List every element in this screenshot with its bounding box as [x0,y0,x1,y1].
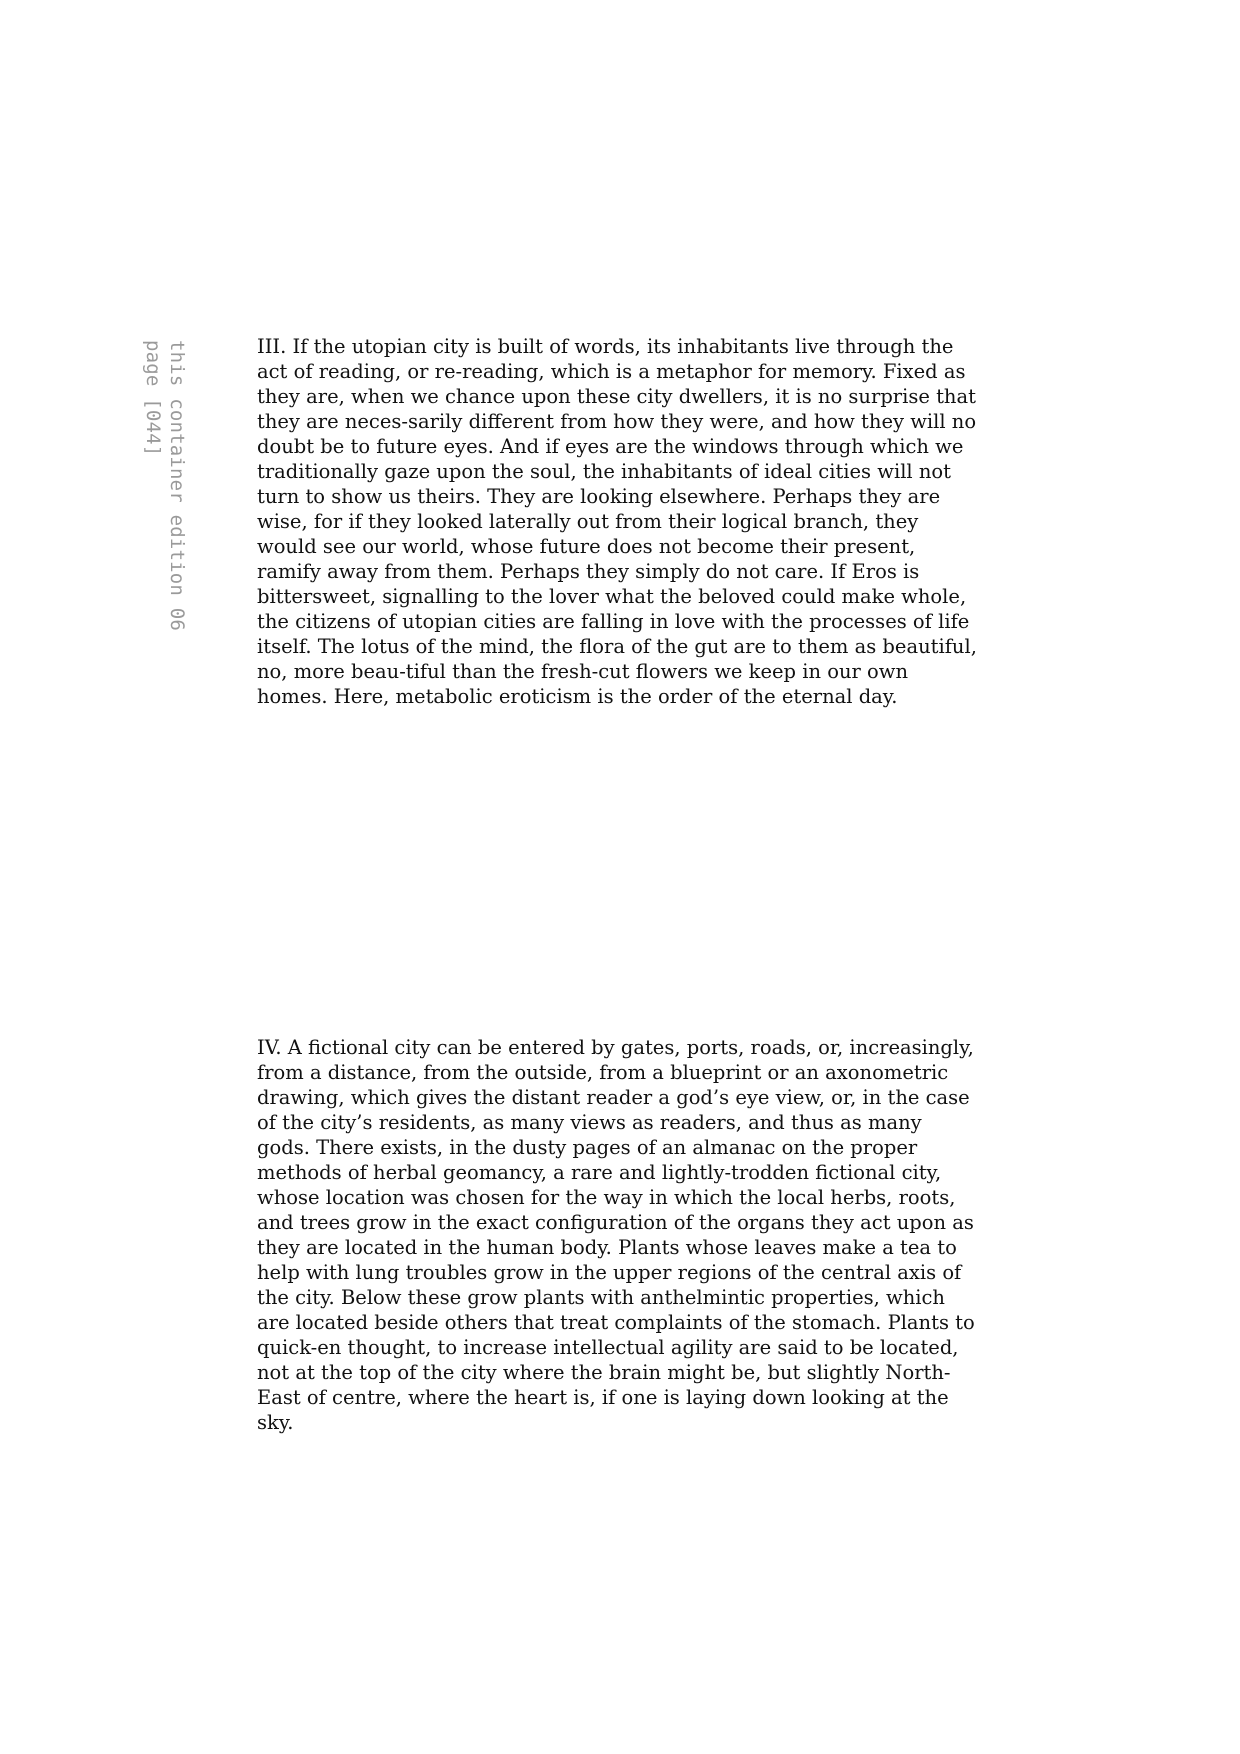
section-iii-paragraph: III. If the utopian city is built of words, its inhabitants live through the act of reading, or re-reading, which is a metaphor for memory. Fixed as they are, when we chance upon these city dwellers, it is no surprise that they are neces-sarily different from how they were, and how they will no doubt be to future eyes. And if eyes are the windows through which we traditionally gaze upon the soul, the inhabitants of ideal cities will not turn to show us theirs. They are looking elsewhere. Perhaps they are wise, for if they looked laterally out from their logical branch, they would see our world, whose future does not become their present, ramify away from them. Perhaps they simply do not care. If Eros is bittersweet, signalling to the lover what the beloved could make whole, the citizens of utopian cities are falling in love with the processes of life itself. The lotus of the mind, the flora of the gut are to them as beautiful, no, more beau-tiful than the fresh-cut flowers we keep in our own homes. Here, metabolic eroticism is the order of the eternal day. [257,335,977,708]
section-iv [257,1035,977,1435]
section-iii [257,334,977,709]
margin-note [141,340,189,631]
page-number-label: page [044] [142,340,164,457]
section-iv-paragraph: IV. A fictional city can be entered by gates, ports, roads, or, increasingly, from a distance, from the outside, from a blueprint or an axonometric drawing, which gives the distant reader a god’s eye view, or, in the case of the city’s residents, as many views as readers, and thus as many gods. There exists, in the dusty pages of an almanac on the proper methods of herbal geomancy, a rare and lightly-trodden fictional city, whose location was chosen for the way in which the local herbs, roots, and trees grow in the exact configuration of the organs they act upon as they are located in the human body. Plants whose leaves make a tea to help with lung troubles grow in the upper regions of the central axis of the city. Below these grow plants with anthelmintic properties, which are located beside others that treat complaints of the stomach. Plants to quick-en thought, to increase intellectual agility are said to be located, not at the top of the city where the brain might be, but slightly North-East of centre, where the heart is, if one is laying down looking at the sky. [257,1036,975,1434]
edition-label: this container edition 06 [166,340,188,631]
